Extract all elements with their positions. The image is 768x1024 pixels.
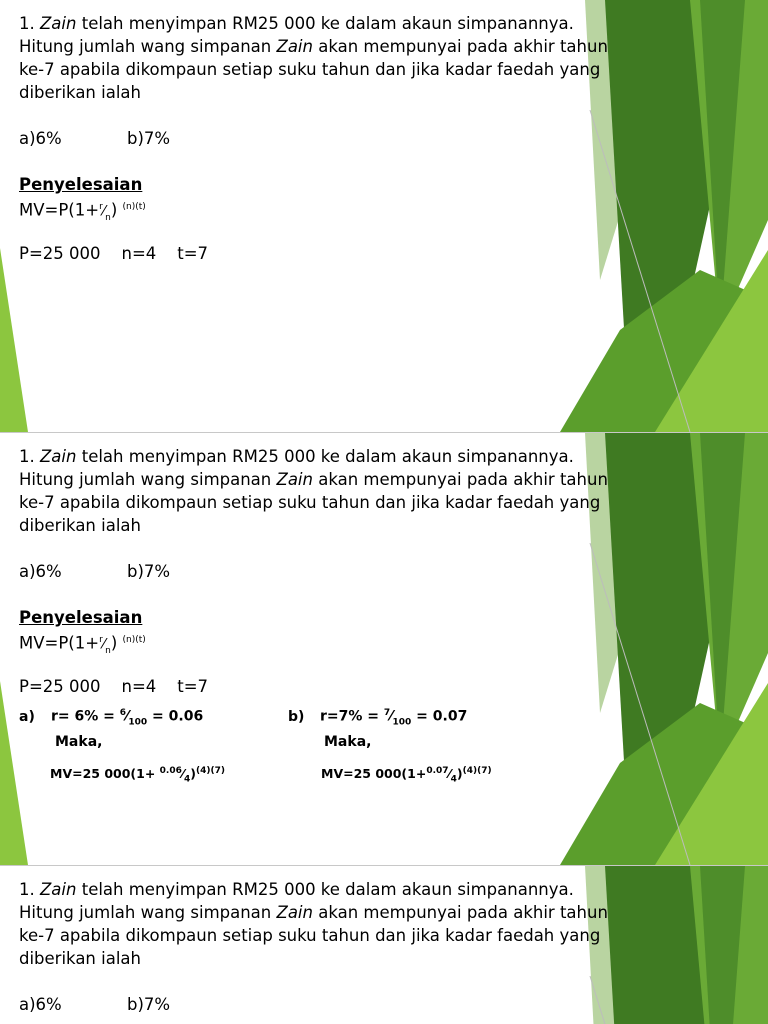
option-b: b)7% [127, 129, 171, 148]
part-a-working: a) $r= 6\% = ^6⁄_{100} = 0.06$ Maka, [19, 708, 204, 751]
slide-1 [0, 0, 768, 432]
part-a-mv: MV=25 $000(1+ ^{0.06}⁄_4)^{(4)(7)}$ [50, 766, 225, 785]
slide-3 [0, 866, 768, 1024]
part-b-working: b) $r=7\% = ^7⁄_{100} = 0.07$ Maka, [288, 708, 468, 751]
slide-text: 1. Zain telah menyimpan RM25 000 ke dalam akaun simpanannya. Hitung jumlah wang simpanan Zain akan mempunyai pada akhir tahun ke-7 apabila dikompaun setiap suku tahun dan jika kadar faedah yang diberikan ialah a)6% b)7% Penyelesaian $MV=P(1+^r⁄_n)$ $^{(n)(t)}$ P=25 000 n=4 t=7 [19, 12, 629, 265]
option-a: a)6% [19, 129, 62, 148]
part-b-mv: MV=25 $000(1+^{0.07}⁄_4)^{(4)(7)}$ [321, 766, 492, 785]
solution-heading: Penyelesaian [19, 175, 143, 194]
given-values: P=25 000 n=4 t=7 [19, 244, 209, 263]
subject-name: Zain [40, 14, 77, 33]
formula: $MV=P(1+^r⁄_n)$ $^{(n)(t)}$ [19, 200, 146, 223]
slide-2 [0, 433, 768, 865]
slide-text: 1. Zain telah menyimpan RM25 000 ke dalam akaun simpanannya. Hitung jumlah wang simpanan Zain akan mempunyai pada akhir tahun ke-7 apabila dikompaun setiap suku tahun dan jika kadar faedah yang diberikan ialah a)6% b)7% [19, 880, 608, 1014]
slide-text: 1. Zain telah menyimpan RM25 000 ke dalam akaun simpanannya. Hitung jumlah wang simpanan Zain akan mempunyai pada akhir tahun ke-7 apabila dikompaun setiap suku tahun dan jika kadar faedah yang diberikan ialah a)6% b)7% Penyelesaian $MV=P(1+^r⁄_n)$ $^{(n)(t)}$ P=25 000 n=4 t=7 [19, 447, 608, 696]
